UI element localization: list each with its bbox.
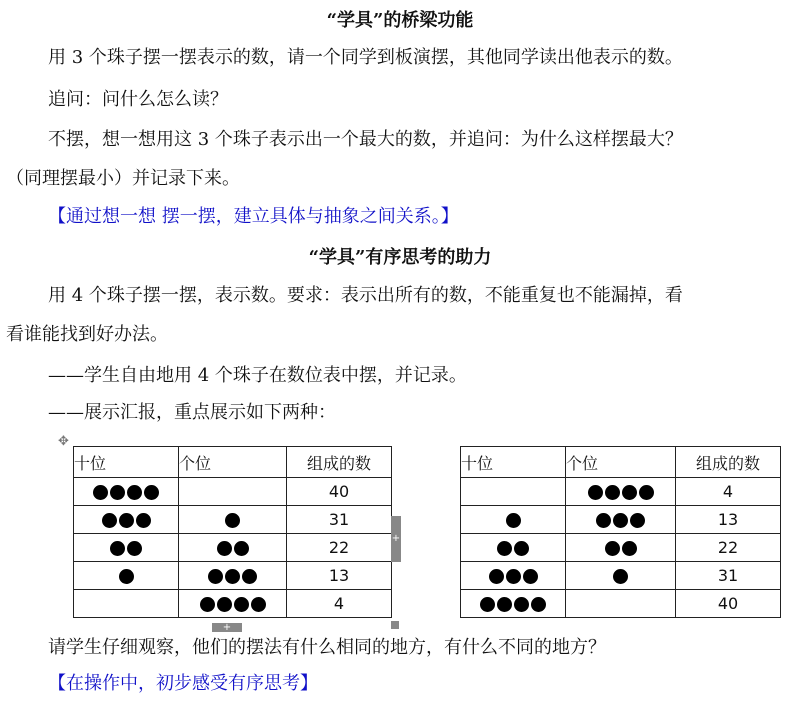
- table-header-row: [74, 447, 392, 478]
- section2-note: 【在操作中，初步感受有序思考】: [48, 673, 318, 694]
- insert-column-handle[interactable]: +: [391, 516, 401, 562]
- ones-cell: [566, 478, 676, 506]
- bead-dot: [588, 485, 603, 500]
- bead-dot: [514, 597, 529, 612]
- number-cell: 31: [287, 506, 392, 534]
- place-value-table-left: [73, 446, 392, 618]
- tens-cell: [461, 478, 566, 506]
- number-cell: 40: [287, 478, 392, 506]
- table-row: [74, 534, 392, 562]
- bead-dot: [110, 485, 125, 500]
- column-header: 个位: [179, 447, 287, 478]
- bead-dot: [523, 569, 538, 584]
- table-row: [461, 590, 781, 618]
- section2-line-3: ——学生自由地用 4 个珠子在数位表中摆，并记录。: [48, 365, 467, 386]
- bead-dot: [208, 569, 223, 584]
- tens-cell: [461, 534, 566, 562]
- bead-dot: [506, 513, 521, 528]
- table-row: [74, 562, 392, 590]
- bead-dot: [136, 513, 151, 528]
- bead-dot: [506, 569, 521, 584]
- section1-line-2: 追问：问什么怎么读？: [48, 89, 228, 110]
- table-resize-handle-icon[interactable]: [391, 621, 399, 629]
- bead-dot: [613, 513, 628, 528]
- bead-dot: [225, 513, 240, 528]
- bead-dot: [234, 541, 249, 556]
- bead-dot: [110, 541, 125, 556]
- bead-dot: [480, 597, 495, 612]
- tens-cell: [461, 562, 566, 590]
- ones-cell: [566, 590, 676, 618]
- column-header: 个位: [566, 447, 676, 478]
- table-row: [461, 562, 781, 590]
- number-cell: 13: [676, 506, 781, 534]
- bead-dot: [630, 513, 645, 528]
- column-header: 组成的数: [676, 447, 781, 478]
- number-cell: 31: [676, 562, 781, 590]
- bead-dot: [639, 485, 654, 500]
- bead-dot: [242, 569, 257, 584]
- table-header-row: [461, 447, 781, 478]
- bead-dot: [93, 485, 108, 500]
- place-value-table-right: [460, 446, 781, 618]
- column-header: 组成的数: [287, 447, 392, 478]
- tens-cell: [461, 506, 566, 534]
- bead-dot: [200, 597, 215, 612]
- bead-dot: [514, 541, 529, 556]
- section1-line-3: 不摆，想一想用这 3 个珠子表示出一个最大的数，并追问：为什么这样摆最大？: [48, 129, 683, 150]
- number-cell: 4: [676, 478, 781, 506]
- number-cell: 22: [676, 534, 781, 562]
- column-header: 十位: [74, 447, 179, 478]
- table-row: [461, 478, 781, 506]
- bead-dot: [217, 541, 232, 556]
- ones-cell: [179, 562, 287, 590]
- bead-dot: [531, 597, 546, 612]
- section2-line-2: 看谁能找到好办法。: [6, 324, 168, 345]
- ones-cell: [179, 534, 287, 562]
- bead-dot: [613, 569, 628, 584]
- insert-row-handle[interactable]: +: [212, 623, 242, 632]
- ones-cell: [179, 506, 287, 534]
- ones-cell: [566, 534, 676, 562]
- tens-cell: [74, 590, 179, 618]
- section2-title: “学具”有序思考的助力: [308, 247, 492, 268]
- number-cell: 13: [287, 562, 392, 590]
- table-row: [461, 506, 781, 534]
- bead-dot: [622, 541, 637, 556]
- section1-note: 【通过想一想 摆一摆，建立具体与抽象之间关系。】: [48, 206, 459, 227]
- bead-dot: [605, 485, 620, 500]
- table-move-handle-icon[interactable]: ✥: [58, 434, 69, 449]
- bead-dot: [605, 541, 620, 556]
- table-row: [74, 478, 392, 506]
- bead-dot: [225, 569, 240, 584]
- table-row: [461, 534, 781, 562]
- table-row: [74, 506, 392, 534]
- bead-dot: [622, 485, 637, 500]
- bead-dot: [497, 597, 512, 612]
- table-row: [74, 590, 392, 618]
- bead-dot: [127, 541, 142, 556]
- bead-dot: [119, 569, 134, 584]
- ones-cell: [566, 562, 676, 590]
- bead-dot: [234, 597, 249, 612]
- section1-line-1: 用 3 个珠子摆一摆表示的数，请一个同学到板演摆，其他同学读出他表示的数。: [48, 47, 683, 68]
- tens-cell: [74, 478, 179, 506]
- section1-title: “学具”的桥梁功能: [326, 10, 474, 31]
- bead-dot: [497, 541, 512, 556]
- bead-dot: [102, 513, 117, 528]
- section2-line-4: ——展示汇报，重点展示如下两种：: [48, 402, 336, 423]
- bead-dot: [596, 513, 611, 528]
- number-cell: 22: [287, 534, 392, 562]
- section1-line-4: （同理摆最小）并记录下来。: [6, 168, 240, 189]
- bead-dot: [489, 569, 504, 584]
- column-header: 十位: [461, 447, 566, 478]
- bead-dot: [127, 485, 142, 500]
- ones-cell: [179, 478, 287, 506]
- section2-line-1: 用 4 个珠子摆一摆，表示数。要求：表示出所有的数，不能重复也不能漏掉，看: [48, 285, 683, 306]
- number-cell: 40: [676, 590, 781, 618]
- bead-dot: [217, 597, 232, 612]
- tens-cell: [74, 562, 179, 590]
- number-cell: 4: [287, 590, 392, 618]
- bead-dot: [144, 485, 159, 500]
- ones-cell: [566, 506, 676, 534]
- tens-cell: [74, 534, 179, 562]
- bead-dot: [119, 513, 134, 528]
- tens-cell: [461, 590, 566, 618]
- bead-dot: [251, 597, 266, 612]
- section2-question: 请学生仔细观察，他们的摆法有什么相同的地方，有什么不同的地方？: [48, 637, 606, 658]
- ones-cell: [179, 590, 287, 618]
- tens-cell: [74, 506, 179, 534]
